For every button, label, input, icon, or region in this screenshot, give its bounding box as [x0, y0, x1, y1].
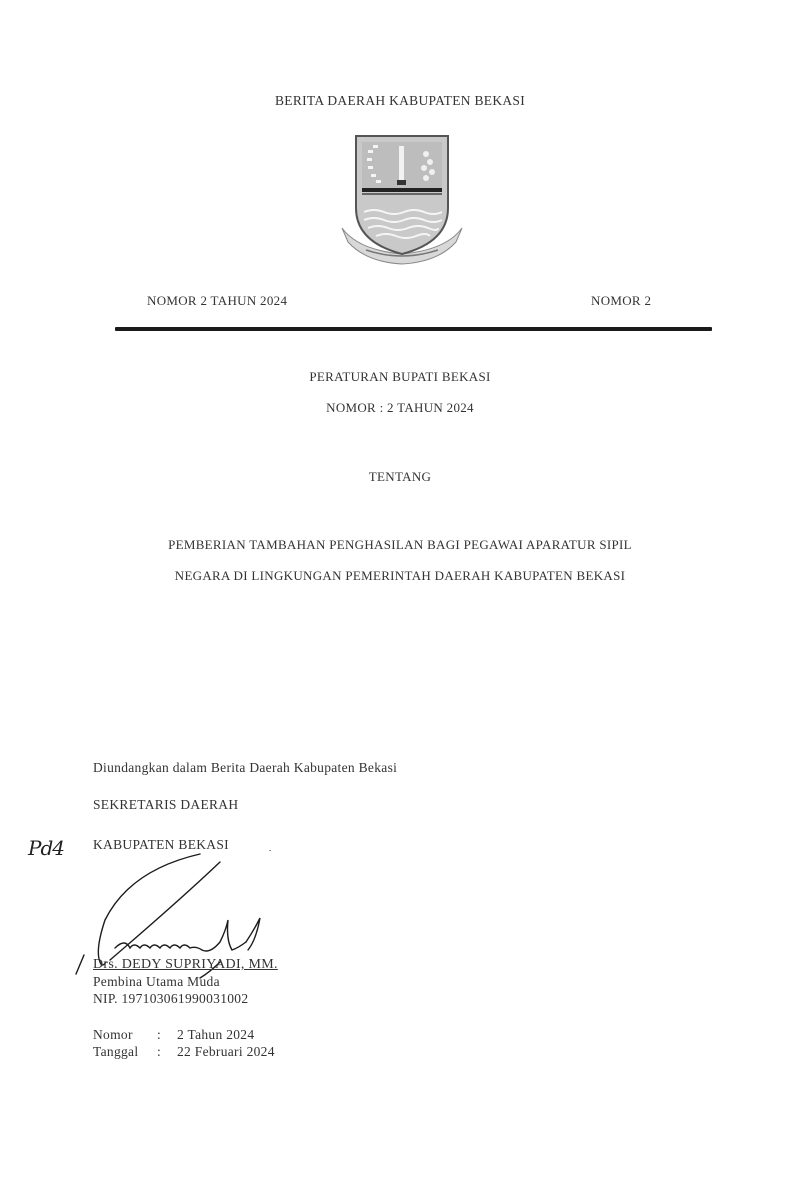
meta-row-number	[93, 1027, 254, 1043]
signer-rank: Pembina Utama Muda	[93, 974, 220, 989]
signer-name: Drs. DEDY SUPRIYADI, MM.	[93, 957, 278, 972]
office-line-1: SEKRETARIS DAERAH	[93, 797, 239, 812]
kabupaten-bekasi-emblem-icon	[338, 130, 466, 270]
promulgation-statement: Diundangkan dalam Berita Daerah Kabupaten Bekasi	[93, 760, 398, 775]
meta-colon: :	[157, 1027, 162, 1042]
meta-label: Nomor	[93, 1027, 133, 1042]
meta-value: 2 Tahun 2024	[177, 1027, 255, 1042]
gazette-number: NOMOR 2	[591, 293, 652, 308]
gazette-title: BERITA DAERAH KABUPATEN BEKASI	[274, 93, 526, 108]
office-line-2: KABUPATEN BEKASI	[93, 837, 229, 852]
about-label: TENTANG	[368, 469, 432, 484]
gazette-number-year: NOMOR 2 TAHUN 2024	[147, 293, 288, 308]
meta-row-date	[93, 1044, 275, 1060]
meta-colon: :	[157, 1044, 162, 1059]
signer-nip: NIP. 197103061990031002	[93, 991, 249, 1006]
meta-label: Tanggal	[93, 1044, 139, 1059]
header-divider	[115, 327, 712, 331]
regulation-title: PERATURAN BUPATI BEKASI	[309, 369, 491, 384]
regulation-number: NOMOR : 2 TAHUN 2024	[326, 400, 474, 415]
meta-value: 22 Februari 2024	[177, 1044, 275, 1059]
regulation-subject-line-2: NEGARA DI LINGKUNGAN PEMERINTAH DAERAH KABUPATEN BEKASI	[174, 568, 626, 583]
regulation-subject-line-1: PEMBERIAN TAMBAHAN PENGHASILAN BAGI PEGAWAI APARATUR SIPIL	[168, 537, 632, 552]
handwritten-initials: Pd4	[28, 836, 64, 860]
